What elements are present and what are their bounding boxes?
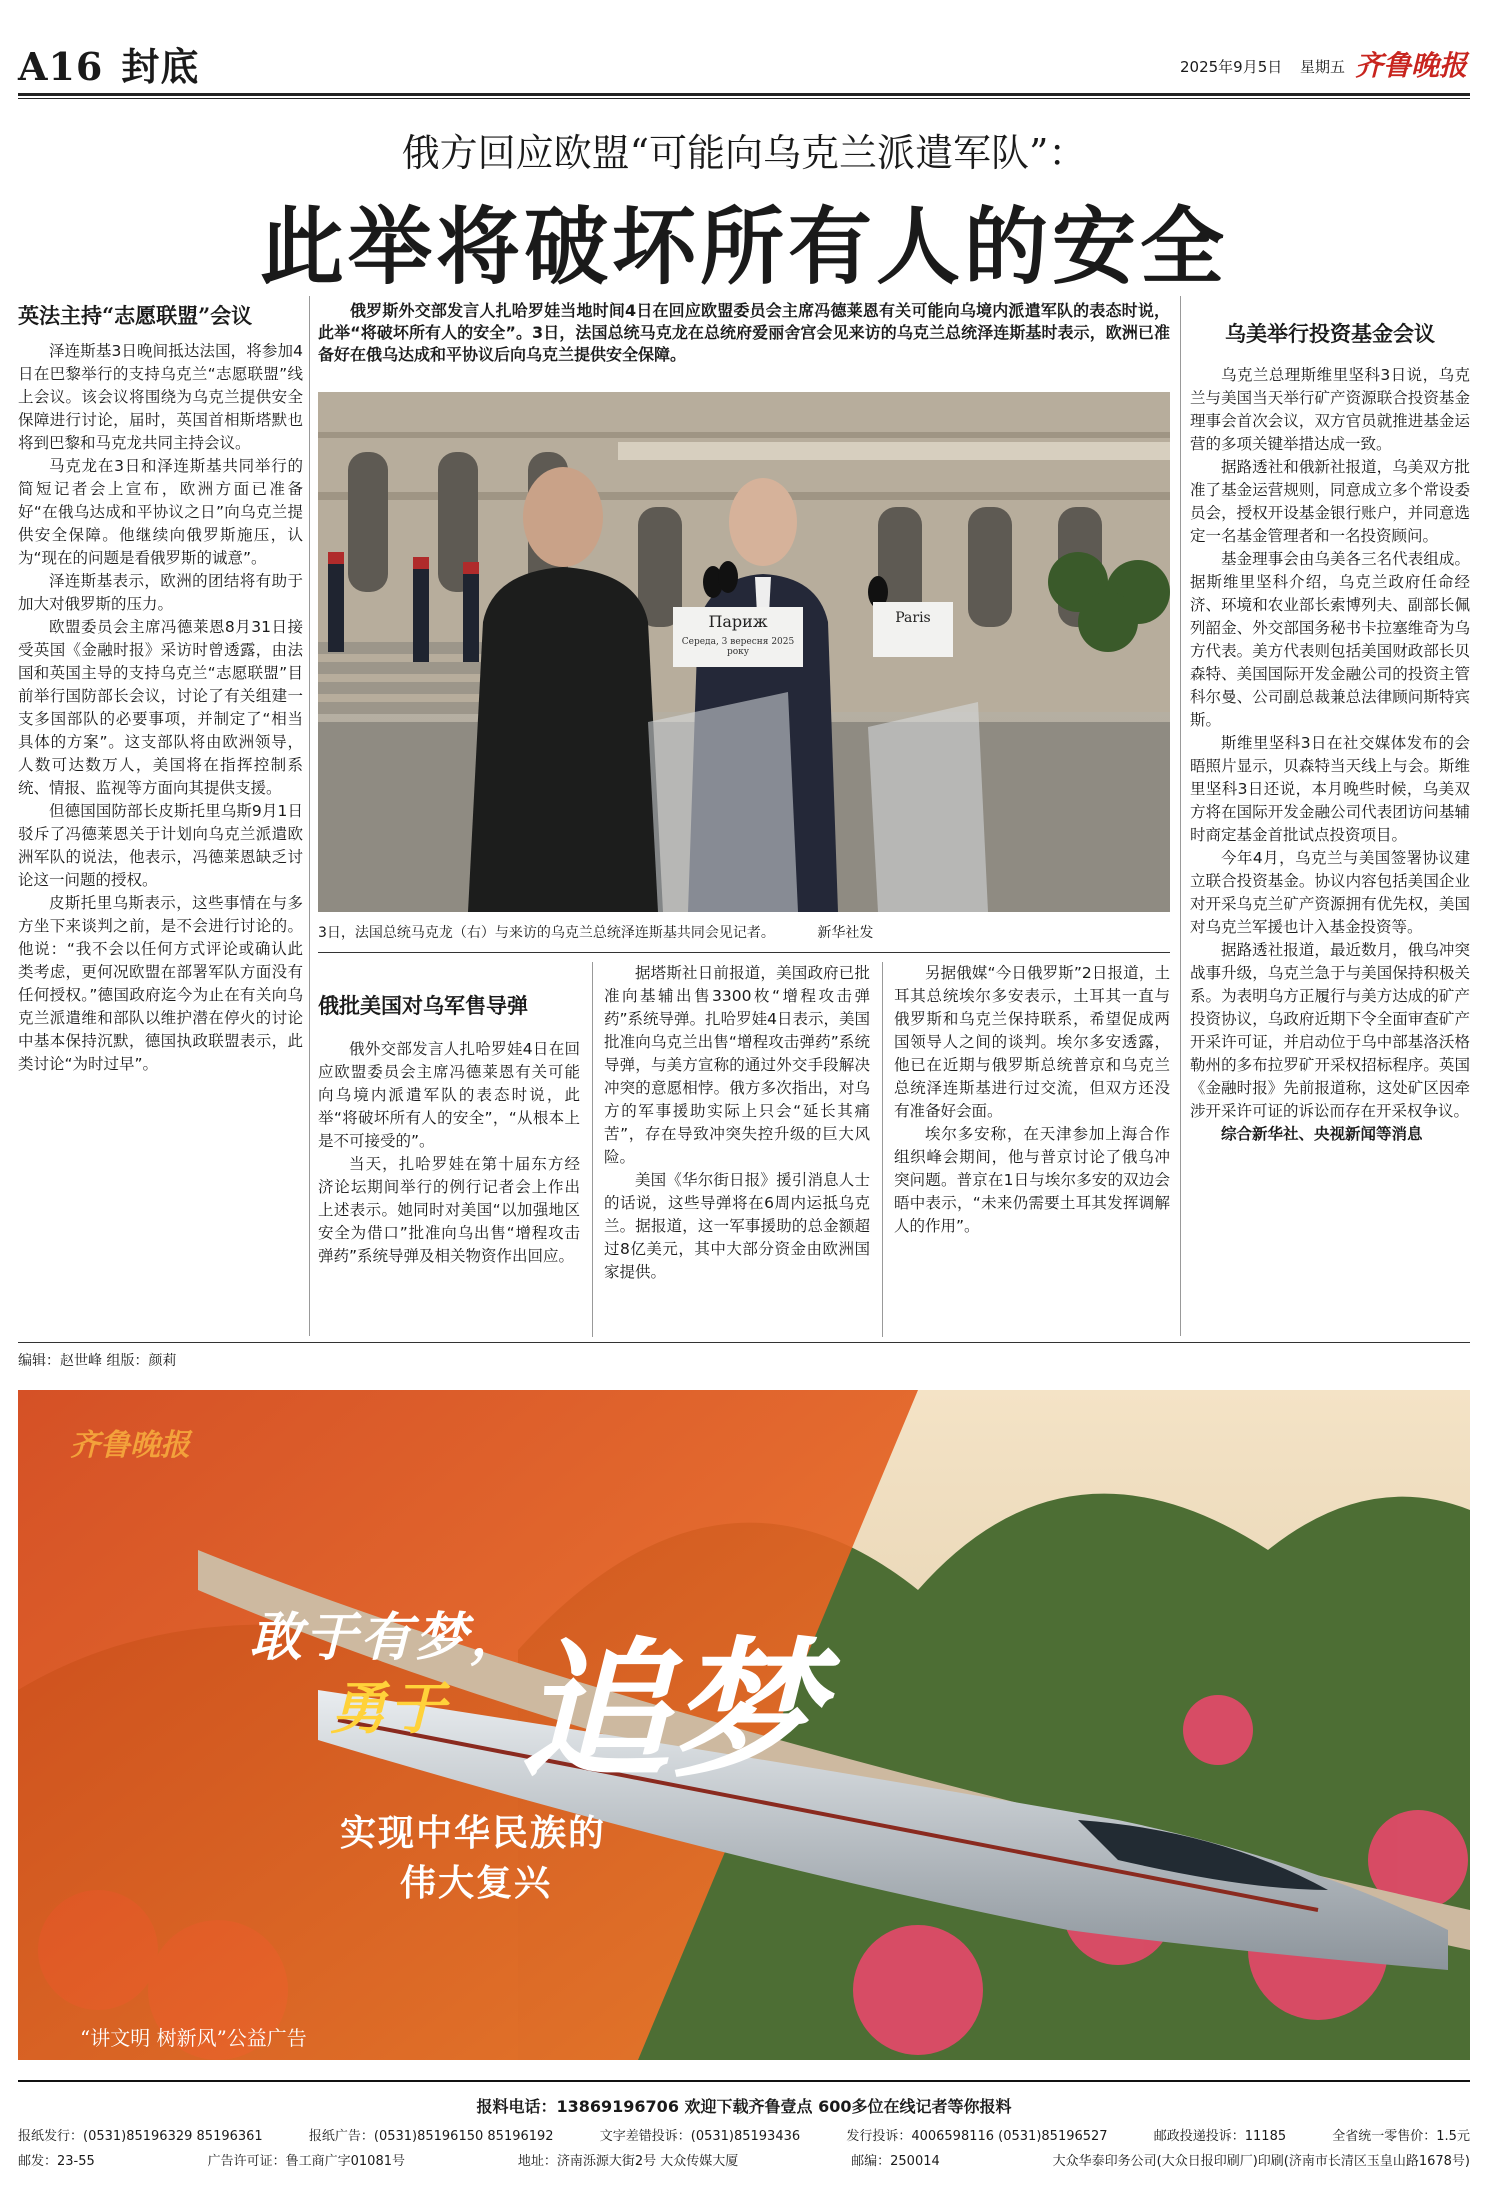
- caption-credit: 新华社发: [817, 925, 874, 941]
- column-divider: [309, 296, 310, 1336]
- paragraph: 美国《华尔街日报》援引消息人士的话说，这些导弹将在6周内运抵乌克兰。据报道，这一军事援助的总金额超过8亿美元，其中大部分资金由欧洲国家提供。: [604, 1171, 870, 1281]
- ad-logo: 齐鲁晚报: [70, 1428, 190, 1463]
- press-conference-photo: [318, 392, 1170, 912]
- ad-slogan-line1: 敢于有梦，: [250, 1608, 526, 1668]
- ad-slogan-line4: 伟大复兴: [400, 1863, 553, 1904]
- issue-weekday: 星期五: [1300, 58, 1346, 76]
- photo-caption: [318, 922, 1170, 942]
- footer-contacts-row1: [18, 2125, 1470, 2144]
- footer-item: 全省统一零售价：1.5元: [1332, 2129, 1470, 2144]
- issue-date: 2025年9月5日: [1180, 58, 1283, 76]
- header-rule: [18, 93, 1470, 96]
- paragraph: 斯维里坚科3日在社交媒体发布的会晤照片显示，贝森特当天线上与会。斯维里坚科3日还说，本月晚些时候，乌美双方将在国际开发金融公司代表团访问基辅时商定基金首批试点投资项目。: [1190, 734, 1470, 844]
- right-article-body: [1190, 364, 1470, 1146]
- footer-item: 邮政投递投诉：11185: [1153, 2129, 1287, 2144]
- header-rule-thin: [18, 98, 1470, 99]
- newspaper-logo: 齐鲁晚报: [1355, 49, 1468, 82]
- ad-slogan-calligraphy: 追梦: [520, 1623, 821, 1799]
- footer-item: 大众华泰印务公司(大众日报印刷厂)印刷(济南市长清区玉皇山路1678号): [1052, 2154, 1470, 2169]
- left-article-title: 英法主持“志愿联盟”会议: [18, 303, 253, 328]
- footer-item: 报纸广告：(0531)85196150 85196192: [308, 2129, 554, 2144]
- page-number: A16: [18, 44, 104, 89]
- paragraph: 据路透社报道，最近数月，俄乌冲突战事升级，乌克兰急于与美国保持积极关系。为表明乌方正履行与美方达成的矿产投资协议，乌政府近期下令全面审查矿产开采许可证，并启动位于乌中部基洛沃格勒州的多布拉罗矿开采权招标程序。英国《金融时报》先前报道称，这处矿区因牵涉开采许可证的诉讼而存在开采权争议。: [1190, 941, 1470, 1120]
- paragraph: 欧盟委员会主席冯德莱恩8月31日接受英国《金融时报》采访时曾透露，由法国和英国主导的支持乌克兰“志愿联盟”目前举行国防部长会议，讨论了有关组建一支多国部队的必要事项，并制定了“相当具体的方案”。这支部队将由欧洲领导，人数可达数万人，美国将在指挥控制系统、情报、监视等方面向其提供支援。: [18, 618, 303, 797]
- paragraph: 皮斯托里乌斯表示，这些事情在与多方坐下来谈判之前，是不会进行讨论的。他说：“我不会以任何方式评论或确认此类考虑，更何况欧盟在部署军队方面没有任何授权。”德国政府迄今为止在有关向乌克兰派遣维和部队以维护潜在停火的讨论中基本保持沉默，德国执政联盟表示，此类讨论“为时过早”。: [18, 894, 303, 1073]
- paragraph: 乌克兰总理斯维里坚科3日说，乌克兰与美国当天举行矿产资源联合投资基金理事会首次会议，双方官员就推进基金运营的多项关键举措达成一致。: [1190, 366, 1470, 453]
- paragraph: 泽连斯基表示，欧洲的团结将有助于加大对俄罗斯的压力。: [18, 572, 303, 613]
- mid-article-title: 俄批美国对乌军售导弹: [318, 993, 528, 1018]
- footer-contacts-row2: [18, 2150, 1470, 2169]
- column-divider: [1180, 296, 1181, 1336]
- editor-credit: 编辑：赵世峰 组版：颜莉: [18, 1353, 177, 1369]
- footer-item: 文字差错投诉：(0531)85193436: [599, 2129, 801, 2144]
- left-article-body: [18, 340, 303, 1076]
- footer-rule: [18, 2080, 1470, 2082]
- paragraph: 俄外交部发言人扎哈罗娃4日在回应欧盟委员会主席冯德莱恩有关可能向乌境内派遣军队的表态时说，此举“将破坏所有人的安全”，“从根本上是不可接受的”。: [318, 1040, 580, 1150]
- paragraph: 另据俄媒“今日俄罗斯”2日报道，土耳其总统埃尔多安表示，土耳其一直与俄罗斯和乌克兰保持联系，希望促成两国领导人之间的谈判。埃尔多安透露，他已在近期与俄罗斯总统普京和乌克兰总统泽连斯基进行过交流，但双方还没有准备好会面。: [894, 964, 1170, 1120]
- footer-item: 邮发：23-55: [18, 2154, 95, 2169]
- mid-article-col1: [318, 1038, 580, 1268]
- right-article-title: 乌美举行投资基金会议: [1225, 321, 1435, 346]
- paragraph: 据塔斯社日前报道，美国政府已批准向基辅出售3300枚“增程攻击弹药”系统导弹。扎哈罗娃4日表示，美国批准向乌克兰出售“增程攻击弹药”系统导弹，与美方宣称的通过外交手段解决冲突的意愿相悖。俄方多次指出，对乌方的军事援助实际上只会“延长其痛苦”，存在导致冲突失控升级的巨大风险。: [604, 964, 870, 1166]
- footer-item: 地址：济南泺源大街2号 大众传媒大厦: [517, 2154, 739, 2169]
- mid-article-col3: [894, 962, 1170, 1238]
- podium-sign-text-right: Paris: [895, 610, 931, 626]
- paragraph: 马克龙在3日和泽连斯基共同举行的简短记者会上宣布，欧洲方面已准备好“在俄乌达成和平协议之日”向乌克兰提供安全保障。他继续向俄罗斯施压，认为“现在的问题是看俄罗斯的诚意”。: [18, 457, 303, 567]
- footer-item: 广告许可证：鲁工商广字01081号: [207, 2154, 405, 2169]
- footer-item: 邮编：250014: [851, 2154, 940, 2169]
- ad-slogan-line3: 实现中华民族的: [340, 1813, 607, 1854]
- article-lead: 俄罗斯外交部发言人扎哈罗娃当地时间4日在回应欧盟委员会主席冯德莱恩有关可能向乌境内派遣军队的表态时说，此举“将破坏所有人的安全”。3日，法国总统马克龙在总统府爱丽舍宫会见来访的乌克兰总统泽连斯基时表示，欧洲已准备好在俄乌达成和平协议后向乌克兰提供安全保障。: [318, 301, 1170, 364]
- caption-text: 3日，法国总统马克龙（右）与来访的乌克兰总统泽连斯基共同会见记者。: [318, 925, 775, 941]
- column-divider: [592, 962, 593, 1337]
- section-rule: [318, 952, 1170, 953]
- paragraph: 当天，扎哈罗娃在第十届东方经济论坛期间举行的例行记者会上作出上述表示。她同时对美国“以加强地区安全为借口”批准向乌出售“增程攻击弹药”系统导弹及相关物资作出回应。: [318, 1155, 580, 1265]
- paragraph: 基金理事会由乌美各三名代表组成。据斯维里坚科介绍，乌克兰政府任命经济、环境和农业部长索博列夫、副部长佩列韶金、外交部国务秘书卡拉塞维奇为乌方代表。美方代表则包括美国财政部长贝森特、美国国际开发金融公司的投资主管科尔曼、公司副总裁兼总法律顾问斯特宾斯。: [1190, 550, 1470, 729]
- page-headline: 此举将破坏所有人的安全: [259, 197, 1228, 296]
- ad-slogan-line2: 勇于: [330, 1677, 448, 1742]
- paragraph: 但德国国防部长皮斯托里乌斯9月1日驳斥了冯德莱恩关于计划向乌克兰派遣欧洲军队的说法，他表示，冯德莱恩缺乏讨论这一问题的授权。: [18, 802, 303, 889]
- right-article-credit: 综合新华社、央视新闻等消息: [1221, 1125, 1423, 1143]
- footer-item: 报纸发行：(0531)85196329 85196361: [18, 2129, 263, 2144]
- headline-kicker: 俄方回应欧盟“可能向乌克兰派遣军队”：: [401, 131, 1087, 175]
- paragraph: 据路透社和俄新社报道，乌美双方批准了基金运营规则，同意成立多个常设委员会，授权开设基金银行账户，并同意选定一名基金管理者和一名投资顾问。: [1190, 458, 1470, 545]
- ad-footer-label: “讲文明 树新风”公益广告: [80, 2026, 307, 2050]
- paragraph: 泽连斯基3日晚间抵达法国，将参加4日在巴黎举行的支持乌克兰“志愿联盟”线上会议。该会议将围绕为乌克兰提供安全保障进行讨论，届时，英国首相斯塔默也将到巴黎和马克龙共同主持会议。: [18, 342, 303, 452]
- bottom-rule: [18, 1342, 1470, 1343]
- podium-sign-text: Париж: [708, 612, 768, 631]
- section-name: 封底: [121, 44, 200, 89]
- mid-article-col2: [604, 962, 870, 1284]
- footer-item: 发行投诉：4006598116 (0531)85196527: [846, 2129, 1108, 2144]
- paragraph: 埃尔多安称，在天津参加上海合作组织峰会期间，他与普京讨论了俄乌冲突问题。普京在1日与埃尔多安的双边会晤中表示，“未来仍需要土耳其发挥调解人的作用”。: [894, 1125, 1170, 1235]
- footer-hotline: 报料电话：13869196706 欢迎下载齐鲁壹点 600多位在线记者等你报料: [476, 2097, 1012, 2116]
- column-divider: [882, 962, 883, 1337]
- page-section-label: [18, 36, 217, 91]
- podium-sign-subtext: Середа, 3 вересня 2025 року: [681, 637, 795, 657]
- paragraph: 今年4月，乌克兰与美国签署协议建立联合投资基金。协议内容包括美国企业对开采乌克兰矿产资源拥有优先权，美国对乌克兰军援也计入基金投资等。: [1190, 849, 1470, 936]
